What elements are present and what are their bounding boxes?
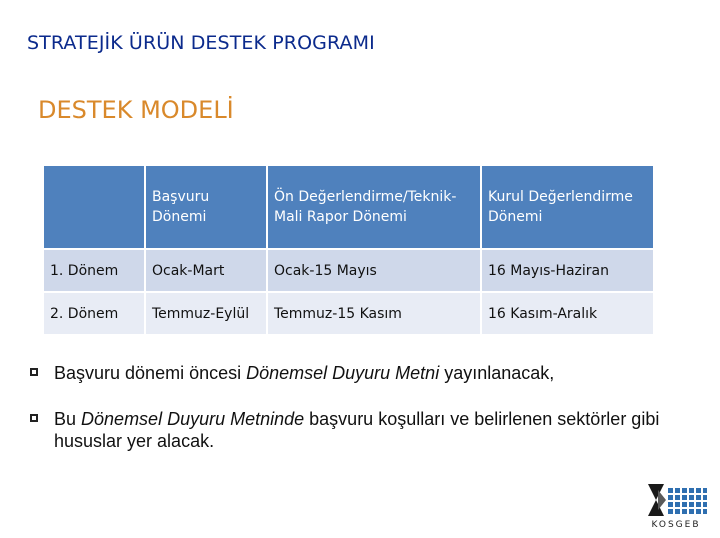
table-cell: 1. Dönem [44, 249, 145, 292]
table-row [44, 292, 654, 335]
bullet-text-start: Başvuru dönemi öncesi [54, 363, 247, 383]
bullet-item [30, 408, 670, 452]
bullet-text-emphasis: Dönemsel Duyuru Metninde [81, 409, 305, 429]
table-cell: Temmuz-15 Kasım [267, 292, 481, 335]
table-header-cell [267, 166, 481, 249]
table-header-cell [44, 166, 145, 249]
bullet-list [30, 362, 670, 476]
table-cell: Ocak-15 Mayıs [267, 249, 481, 292]
table-cell: 16 Mayıs-Haziran [481, 249, 654, 292]
square-bullet-icon [30, 368, 38, 376]
kosgeb-logo-icon [644, 482, 708, 520]
table-header-cell [145, 166, 267, 249]
header-line: Dönemi [488, 209, 543, 225]
section-title: DESTEK MODELİ [38, 96, 234, 124]
bullet-text-start: Bu [54, 409, 82, 429]
table-header-cell [481, 166, 654, 249]
kosgeb-logo [644, 482, 708, 532]
page-title: STRATEJİK ÜRÜN DESTEK PROGRAMI [27, 32, 375, 54]
header-line: Başvuru [152, 189, 210, 205]
square-bullet-icon [30, 414, 38, 422]
header-line: Dönemi [152, 209, 207, 225]
table-cell: Ocak-Mart [145, 249, 267, 292]
bullet-text-end: yayınlanacak, [439, 363, 555, 383]
destek-model-table [44, 166, 655, 336]
logo-text: KOSGEB [651, 520, 701, 530]
bullet-text-end: başvuru koşulları ve belirlenen sektörler gibi hususlar yer alacak. [54, 409, 660, 451]
table-row [44, 249, 654, 292]
header-line: Mali Rapor Dönemi [274, 209, 407, 225]
table-cell: Temmuz-Eylül [145, 292, 267, 335]
table-header-row [44, 166, 654, 249]
table-cell: 16 Kasım-Aralık [481, 292, 654, 335]
header-line: Ön Değerlendirme/Teknik- [274, 189, 457, 205]
table-cell: 2. Dönem [44, 292, 145, 335]
header-line: Kurul Değerlendirme [488, 189, 633, 205]
bullet-item [30, 362, 670, 384]
bullet-text-emphasis: Dönemsel Duyuru Metni [246, 363, 440, 383]
